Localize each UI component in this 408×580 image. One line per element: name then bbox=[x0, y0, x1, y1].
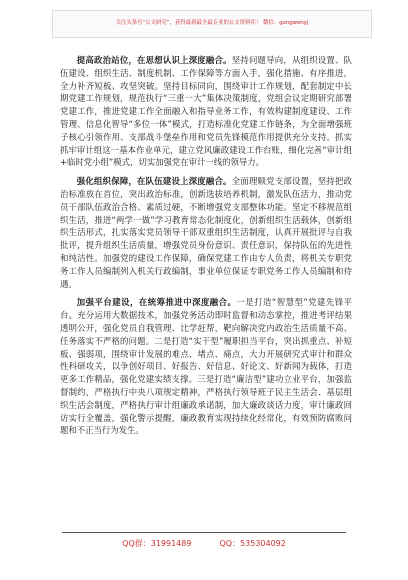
promo-banner-text: 关注头条号“公文研究”，获得最新最全最专业的公文资料库！ 微信：gongwenyj bbox=[115, 20, 309, 27]
paragraph-text: 一是打造“智慧型”党建先锋平台。充分运用大数据技术，加强党务活动即时监督和动态掌控，推进考评结果透明公开，强化党员自我管理、比学赶帮，靶向解决党内政治生活质量不高、任务落实不严格的问题。二是打造“实干型”履职担当平台，突出抓重点、补短板、强弱项，围绕审计发展的难点、堵点、痛点，大力开展研究式审计和群众性科研攻关，以争创好项目、好报告、好信息、好论文、好新闻为载体，打造更多工作精品，强化党建实绩支撑。三是打造“廉洁型”建功立业平台，加强监督制约，严格执行中央八项规定精神，严格执行领导班子民主生活会、基层组织生活会制度，严格执行审计组廉政承诺制，加大廉政谈话力度，审计廉政回访实行全覆盖，强化警示提醒，廉政教育实现持续化经常化，有效预防腐败问题和不正当行为发生。 bbox=[60, 297, 353, 436]
document-body bbox=[60, 54, 352, 443]
paragraph-heading: 强化组织保障，在队伍建设上深度融合。 bbox=[76, 176, 232, 187]
paragraph-heading: 提高政治站位，在思想认识上深度融合。 bbox=[76, 55, 232, 65]
paragraph-organization-guarantee bbox=[60, 175, 352, 290]
footer bbox=[0, 538, 408, 550]
paragraph-heading: 加强平台建设，在统筹推进中深度融合。 bbox=[76, 297, 237, 308]
paragraph-platform-building bbox=[60, 296, 352, 437]
paragraph-political-position bbox=[60, 54, 352, 169]
footer-qq-group: QQ群：31991489 bbox=[122, 539, 192, 548]
footer-divider bbox=[62, 532, 346, 533]
footer-qq: QQ：535304092 bbox=[219, 539, 286, 548]
paragraph-text: 全面理顺党支部设置，坚持把政治标准放在首位，突出政治标准，创新选拔培养机制，激发队伍活力，推动党员干部队伍政治合格、素质过硬，不断增强党支部整体功能。坚定不移规范组织生活，推进“两学一做”学习教育常态化制度化，创新组织生活载体，创新组织生活形式，扎实落实党员领导干部双重组织生活制度，认真开展批评与自我批评，提升组织生活质量，增强党员身份意识、责任意识，保持队伍的先进性和纯洁性。加强党的建设工作保障，确保党建工作由专人负责，将机关专职党务工作人员编制列入机关行政编制，事业单位保证专职党务工作人员编制和待遇。 bbox=[60, 176, 353, 289]
paragraph-text: 坚持问题导向，从组织设置、队伍建设、组织生活、制度机制、工作保障等方面入手，强化措施、有序推进，全力补齐短板、攻坚突破。坚持目标同向，围绕审计工作规划，配套制定中长期党建工作规划，规范执行“三重一大”集体决策制度，党组会议定期研究部署党建工作，推进党建工作全面融入和指导业务工作，有效构建制度建设、工作管理、信息化智导“多位一体”模式，打造标准化党建工作链条，为全面增强班子核心引领作用、支部战斗堡垒作用和党员先锋模范作用提供充分支持。抓实抓牢审计组这一基本作业单元，建立党风廉政建设工作台账，细化完善“审计组+临时党小组”模式，切实加强党在审计一线的领导力。 bbox=[60, 55, 353, 168]
promo-banner bbox=[52, 10, 372, 38]
